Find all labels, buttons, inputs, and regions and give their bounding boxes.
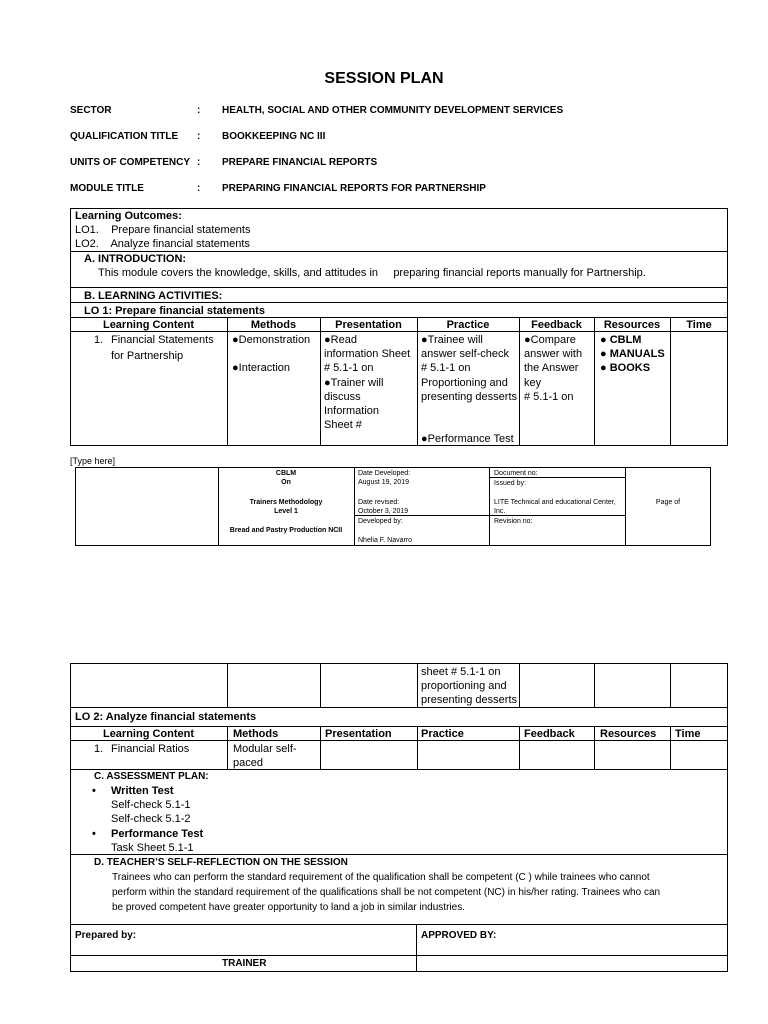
col-header-feedback: Feedback bbox=[531, 319, 582, 331]
level-label: Level 1 bbox=[274, 508, 298, 515]
page-title: SESSION PLAN bbox=[324, 70, 444, 87]
row-divider bbox=[70, 287, 728, 288]
col-header-presentation: Presentation bbox=[325, 728, 392, 740]
col-header-practice: Practice bbox=[446, 319, 490, 331]
resource-item: ● MANUALS bbox=[600, 348, 665, 361]
bullet: • bbox=[92, 785, 96, 797]
resource-item: ● CBLM bbox=[600, 334, 642, 346]
issued-by-value: Inc. bbox=[494, 508, 506, 515]
practice-line: presenting desserts bbox=[421, 694, 517, 707]
col-divider bbox=[227, 663, 228, 707]
col-divider bbox=[670, 663, 671, 707]
task-sheet-item: Task Sheet 5.1-1 bbox=[111, 842, 194, 854]
cblm-label: CBLM bbox=[275, 470, 297, 477]
col-divider bbox=[417, 317, 418, 446]
trainers-methodology-label: Trainers Methodology bbox=[249, 499, 323, 506]
col-header-time: Time bbox=[686, 319, 712, 331]
reflection-heading: D. TEACHER’S SELF-REFLECTION ON THE SESSION bbox=[94, 857, 348, 868]
content-number: 1. bbox=[94, 743, 104, 755]
col-divider bbox=[227, 726, 228, 769]
col-divider bbox=[320, 663, 321, 707]
presentation-cell bbox=[324, 333, 410, 432]
prepared-by-label: Prepared by: bbox=[75, 930, 137, 941]
date-developed-value: August 19, 2019 bbox=[358, 479, 409, 486]
feedback-line: answer with bbox=[524, 348, 583, 361]
presentation-line: discuss bbox=[324, 390, 361, 403]
row-divider bbox=[70, 955, 728, 956]
row-divider bbox=[70, 707, 728, 708]
practice-continued-cell bbox=[421, 665, 517, 708]
reflection-line: be proved competent have greater opportunity to land a job in similar industries. bbox=[112, 902, 465, 913]
units-value: PREPARE FINANCIAL REPORTS bbox=[222, 157, 378, 168]
selfcheck-item: Self-check 5.1-1 bbox=[111, 799, 191, 811]
content-line: for Partnership bbox=[111, 350, 184, 362]
col-divider bbox=[227, 317, 228, 446]
col-divider bbox=[416, 924, 417, 972]
lo2-heading: LO 2: Analyze financial statements bbox=[75, 711, 257, 723]
col-divider bbox=[670, 726, 671, 769]
presentation-line: ●Trainer will bbox=[324, 376, 384, 389]
feedback-line: ●Compare bbox=[524, 334, 576, 346]
practice-line: proportioning and bbox=[421, 680, 507, 693]
introduction-heading: A. INTRODUCTION: bbox=[84, 253, 187, 265]
selfcheck-item: Self-check 5.1-2 bbox=[111, 813, 191, 825]
col-header-learning-content: Learning Content bbox=[102, 319, 195, 331]
col-header-resources: Resources bbox=[603, 319, 661, 331]
qualification-label: QUALIFICATION TITLE bbox=[70, 131, 179, 142]
qualification-value: BOOKKEEPING NC III bbox=[222, 131, 326, 142]
practice-performance-test: ●Performance Test bbox=[421, 433, 514, 445]
col-divider bbox=[489, 467, 490, 546]
lo1-text: LO1. Prepare financial statements bbox=[75, 224, 251, 236]
production-label: Bread and Pastry Production NCII bbox=[229, 527, 343, 534]
method-item: ●Demonstration bbox=[232, 334, 311, 346]
content-line: Financial Statements bbox=[111, 334, 214, 346]
method-item: ●Interaction bbox=[232, 362, 291, 374]
revision-no-label: Revision no: bbox=[494, 518, 533, 525]
reflection-line: perform within the standard requirement of the qualifications shall be not competent (NC) in his/her rating. Trainees who can bbox=[112, 887, 661, 898]
col-divider bbox=[417, 726, 418, 769]
page-of-label: Page of bbox=[655, 499, 681, 506]
colon: : bbox=[197, 105, 201, 116]
learning-outcomes-heading: Learning Outcomes: bbox=[75, 210, 182, 222]
approved-by-label: APPROVED BY: bbox=[421, 930, 497, 941]
practice-cell bbox=[421, 333, 517, 404]
col-divider bbox=[519, 726, 520, 769]
practice-line: sheet # 5.1-1 on bbox=[421, 666, 501, 678]
reflection-line: Trainees who can perform the standard requirement of the qualification shall be competent (C ) while trainees who cannot bbox=[112, 872, 650, 883]
assessment-heading: C. ASSESSMENT PLAN: bbox=[94, 771, 209, 782]
col-header-methods: Methods bbox=[250, 319, 297, 331]
content-number: 1. bbox=[94, 334, 104, 346]
document-no-label: Document no: bbox=[494, 470, 538, 477]
col-divider bbox=[320, 726, 321, 769]
lo1-heading: LO 1: Prepare financial statements bbox=[84, 305, 265, 317]
resources-cell bbox=[600, 333, 665, 376]
practice-line: # 5.1-1 on bbox=[421, 362, 471, 375]
col-divider bbox=[594, 663, 595, 707]
introduction-text: This module covers the knowledge, skills, and attitudes in preparing financial reports manually for Partnership. bbox=[98, 267, 646, 279]
bullet: • bbox=[92, 828, 96, 840]
practice-line: answer self-check bbox=[421, 348, 510, 361]
reflection-text bbox=[112, 870, 660, 915]
colon: : bbox=[197, 157, 201, 168]
col-divider bbox=[354, 467, 355, 546]
col-divider bbox=[594, 317, 595, 446]
method-line: paced bbox=[233, 757, 263, 769]
feedback-line: the Answer bbox=[524, 362, 579, 375]
module-value: PREPARING FINANCIAL REPORTS FOR PARTNERSHIP bbox=[222, 183, 486, 194]
presentation-line: ●Read bbox=[324, 334, 357, 346]
presentation-line: Sheet # bbox=[324, 419, 362, 432]
col-header-resources: Resources bbox=[600, 728, 657, 740]
col-header-learning-content: Learning Content bbox=[102, 728, 195, 740]
row-divider bbox=[70, 924, 728, 925]
resource-item: ● BOOKS bbox=[600, 362, 651, 375]
developed-by-label: Developed by: bbox=[358, 518, 403, 525]
lo2-text: LO2. Analyze financial statements bbox=[75, 238, 250, 250]
colon: : bbox=[197, 183, 201, 194]
issued-by-value: LITE Technical and educational Center, bbox=[494, 499, 616, 506]
performance-test-label: Performance Test bbox=[111, 828, 204, 840]
col-divider bbox=[519, 663, 520, 707]
type-here-placeholder: [Type here] bbox=[70, 456, 116, 466]
date-revised-value: October 3, 2019 bbox=[358, 508, 409, 515]
module-label: MODULE TITLE bbox=[70, 183, 144, 194]
written-test-label: Written Test bbox=[111, 785, 174, 797]
units-label: UNITS OF COMPETENCY bbox=[70, 157, 191, 168]
col-divider bbox=[320, 317, 321, 446]
colon: : bbox=[197, 131, 201, 142]
practice-line: presenting desserts bbox=[421, 390, 517, 403]
col-header-methods: Methods bbox=[233, 728, 279, 740]
content-line: Financial Ratios bbox=[111, 743, 190, 755]
sector-value: HEALTH, SOCIAL AND OTHER COMMUNITY DEVELOPMENT SERVICES bbox=[222, 105, 564, 116]
col-header-presentation: Presentation bbox=[335, 319, 402, 331]
date-developed-label: Date Developed: bbox=[358, 470, 411, 477]
method-line: Modular self- bbox=[233, 743, 297, 755]
col-divider bbox=[594, 726, 595, 769]
col-header-time: Time bbox=[675, 728, 701, 740]
col-divider bbox=[670, 317, 671, 446]
trainer-label: TRAINER bbox=[222, 958, 267, 969]
practice-line: ●Trainee will bbox=[421, 334, 483, 346]
developed-by-value: Nhelia F. Navarro bbox=[358, 537, 413, 544]
col-header-practice: Practice bbox=[421, 728, 464, 740]
presentation-line: # 5.1-1 on bbox=[324, 362, 374, 375]
feedback-cell bbox=[524, 333, 582, 404]
presentation-line: Information bbox=[324, 405, 380, 418]
feedback-line: key bbox=[524, 376, 542, 389]
feedback-line: # 5.1-1 on bbox=[524, 390, 574, 403]
col-divider bbox=[417, 663, 418, 707]
learning-activities-heading: B. LEARNING ACTIVITIES: bbox=[84, 290, 223, 302]
practice-line: Proportioning and bbox=[421, 376, 508, 389]
col-divider bbox=[519, 317, 520, 446]
on-label: On bbox=[281, 479, 291, 486]
presentation-line: information Sheet bbox=[324, 348, 411, 361]
col-header-feedback: Feedback bbox=[524, 728, 575, 740]
sector-label: SECTOR bbox=[70, 105, 112, 116]
issued-by-label: Issued by: bbox=[494, 480, 526, 487]
date-revised-label: Date revised: bbox=[358, 499, 400, 506]
